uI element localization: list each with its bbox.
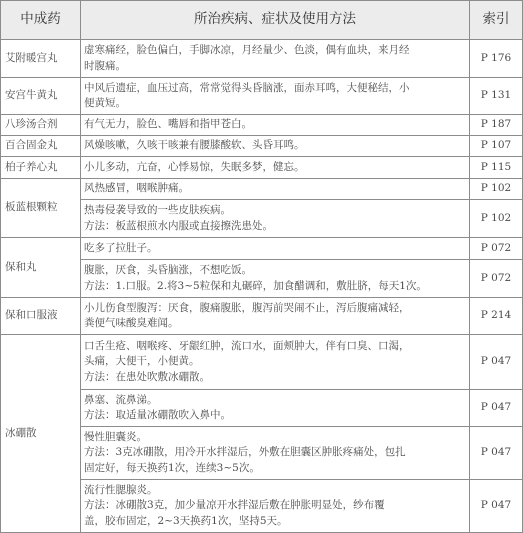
usage-cell — [81, 40, 470, 78]
usage-line: 慢性胆囊炎。 — [84, 430, 147, 443]
usage-line: 鼻塞、流鼻涕。 — [84, 393, 158, 406]
usage-line: 盖，胶布固定，2~3天换药1次，坚持5天。 — [84, 514, 288, 527]
usage-cell — [81, 260, 470, 298]
usage-cell — [81, 78, 470, 115]
usage-line: 腹胀，厌食，头昏脑涨，不想吃饭。 — [84, 264, 252, 276]
usage-line: 虚寒痛经，脸色偏白，手脚冰凉，月经量少、色淡，偶有血块，来月经 — [84, 44, 410, 56]
usage-line: 流行性腮腺炎。 — [84, 483, 158, 496]
usage-line: 方法：3克冰硼散，用冷开水拌湿后，外敷在胆囊区肿胀疼痛处，包扎 — [84, 446, 406, 459]
table-row — [1, 115, 523, 136]
header-name: 中成药 — [1, 1, 81, 40]
usage-cell — [81, 136, 470, 157]
medicine-name: 柏子养心丸 — [1, 157, 81, 179]
page-ref: P 102 — [470, 179, 523, 200]
page-ref: P 047 — [470, 427, 523, 480]
usage-line: 小儿伤食型腹泻：厌食，腹痛腹胀，腹泻前哭闹不止，泻后腹痛减轻， — [84, 301, 410, 314]
usage-line: 风热感冒，咽喉肿痛。 — [84, 182, 189, 195]
usage-line: 热毒侵袭导致的一些皮肤疾病。 — [84, 204, 231, 216]
usage-cell — [81, 179, 470, 200]
usage-cell — [81, 115, 470, 136]
medicine-name: 保和丸 — [1, 238, 81, 298]
usage-line: 小儿多动，亢奋，心悸易惊，失眠多梦，健忘。 — [84, 160, 305, 173]
usage-line: 头痛，大便干，小便黄。 — [84, 355, 200, 368]
table-row — [1, 179, 523, 200]
usage-line: 时腹痛。 — [84, 59, 126, 72]
medicine-name: 保和口服液 — [1, 298, 81, 335]
table-row — [1, 78, 523, 115]
table-row — [1, 335, 523, 390]
table-body — [1, 40, 523, 533]
usage-line: 固定好，每天换药1次，连续3~5次。 — [84, 461, 260, 474]
page-ref: P 214 — [470, 298, 523, 335]
page-ref: P 047 — [470, 390, 523, 427]
medicine-name: 冰硼散 — [1, 335, 81, 533]
page-ref: P 107 — [470, 136, 523, 157]
page-ref: P 187 — [470, 115, 523, 136]
usage-line: 粪便气味酸臭难闻。 — [84, 317, 179, 329]
usage-line: 便黄短。 — [84, 97, 126, 109]
page-ref: P 176 — [470, 40, 523, 78]
usage-cell — [81, 480, 470, 533]
usage-line: 有气无力，脸色、嘴唇和指甲苍白。 — [84, 118, 252, 131]
table-row — [1, 238, 523, 260]
usage-line: 方法：1.口服。2.将3~5粒保和丸碾碎，加食醋调和，敷肚脐，每天1次。 — [84, 279, 427, 292]
table-row — [1, 136, 523, 157]
usage-cell — [81, 335, 470, 390]
page-ref: P 047 — [470, 335, 523, 390]
usage-cell — [81, 390, 470, 427]
medicine-name: 板蓝根颗粒 — [1, 179, 81, 238]
page-ref: P 072 — [470, 238, 523, 260]
table-row — [1, 40, 523, 78]
table-row — [1, 298, 523, 335]
header-usage: 所治疾病、症状及使用方法 — [81, 1, 470, 40]
usage-cell — [81, 157, 470, 179]
usage-line: 方法：在患处吹敷冰硼散。 — [84, 370, 210, 383]
header-row — [1, 1, 523, 40]
usage-cell — [81, 427, 470, 480]
usage-line: 方法：板蓝根煎水内服或直接擦洗患处。 — [84, 219, 273, 232]
header-ref: 索引 — [470, 1, 523, 40]
page-ref: P 131 — [470, 78, 523, 115]
table-row — [1, 157, 523, 179]
medicine-name: 百合固金丸 — [1, 136, 81, 157]
medicine-name: 安宫牛黄丸 — [1, 78, 81, 115]
medicine-name: 艾附暖宫丸 — [1, 40, 81, 78]
page-ref: P 102 — [470, 200, 523, 238]
usage-cell — [81, 200, 470, 238]
usage-line: 口舌生疮、咽喉疼、牙龈红肿，流口水，面颊肿大，伴有口臭、口渴， — [84, 339, 410, 352]
page-ref: P 072 — [470, 260, 523, 298]
usage-line: 方法：冰硼散3克，加少量凉开水拌湿后敷在肿胀明显处，纱布覆 — [84, 499, 385, 512]
usage-line: 风燥咳嗽，久咳干咳兼有腰膝酸软、头昏耳鸣。 — [84, 139, 305, 152]
usage-cell — [81, 238, 470, 260]
page-ref: P 047 — [470, 480, 523, 533]
usage-cell — [81, 298, 470, 335]
usage-line: 中风后遗症，血压过高，常常觉得头昏脑涨，面赤耳鸣，大便秘结，小 — [84, 81, 410, 94]
usage-line: 方法：取适量冰硼散吹入鼻中。 — [84, 409, 231, 421]
page-ref: P 115 — [470, 157, 523, 179]
usage-line: 吃多了拉肚子。 — [84, 241, 158, 254]
medicine-name: 八珍汤合剂 — [1, 115, 81, 136]
